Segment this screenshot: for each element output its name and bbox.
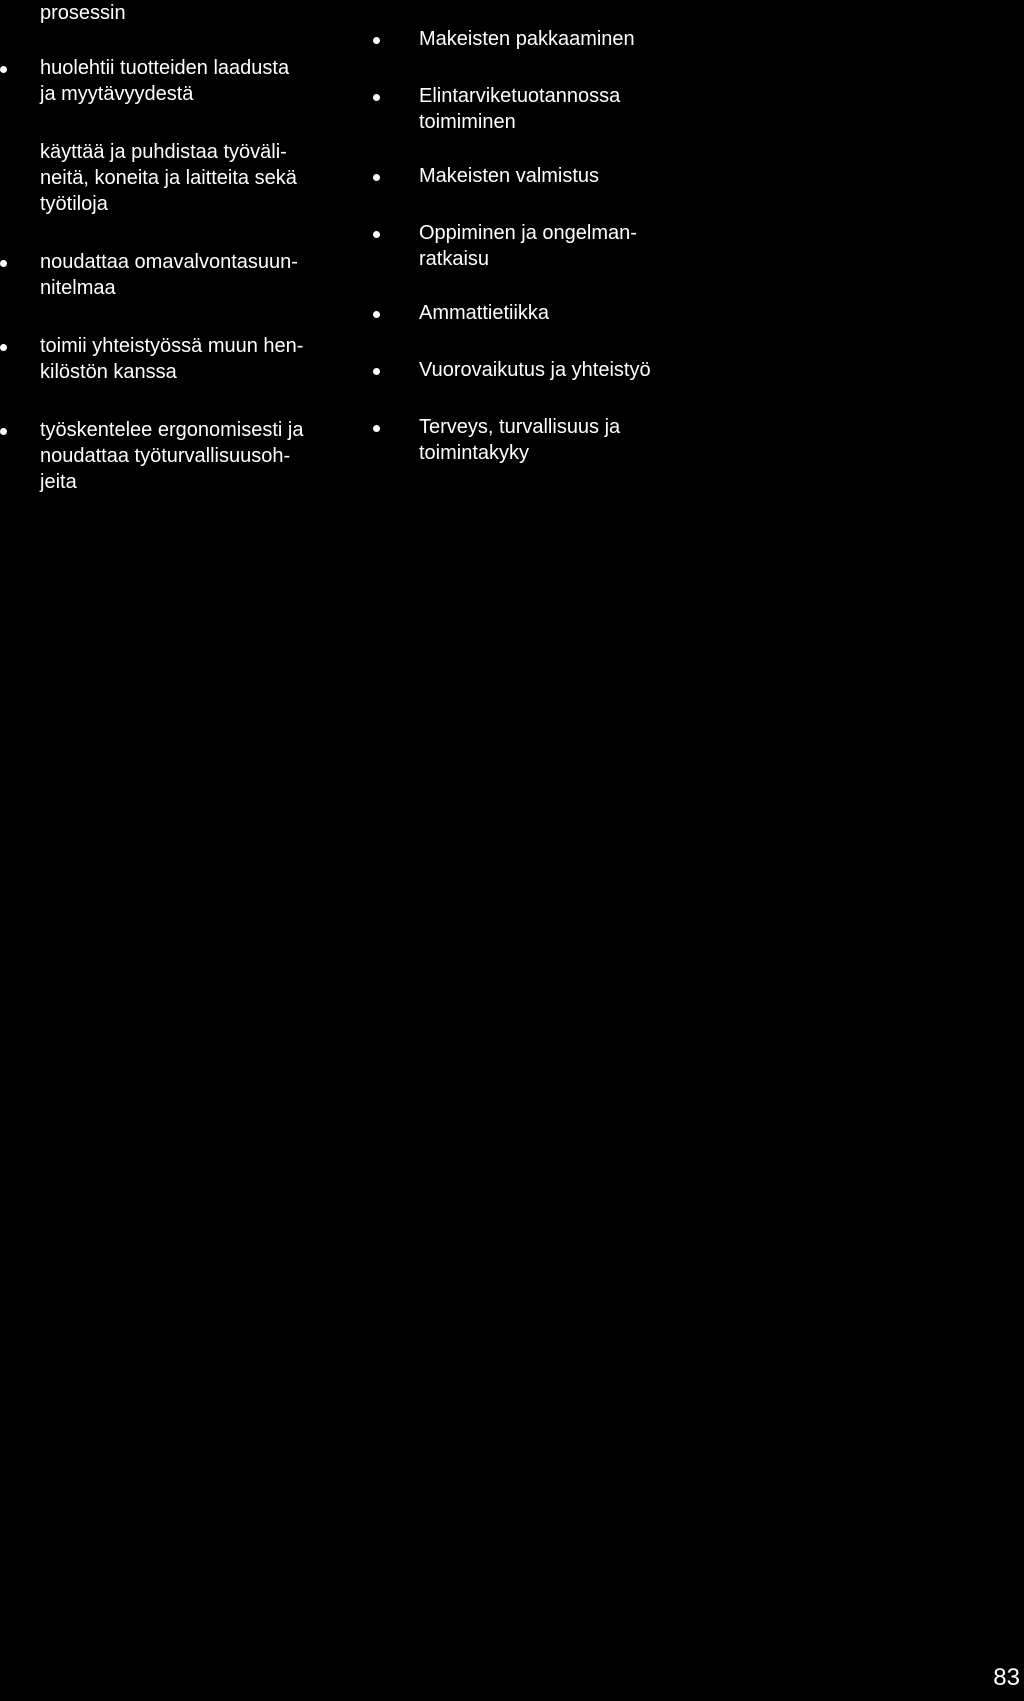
bullet-icon bbox=[373, 425, 380, 432]
bullet-icon bbox=[373, 94, 380, 101]
list-item-text: toimii yhteistyössä muun hen- kilöstön kanssa bbox=[40, 335, 304, 383]
bullet-icon bbox=[0, 344, 7, 351]
bullet-icon bbox=[373, 368, 380, 375]
list-item-text: Ammattietiikka bbox=[419, 302, 550, 324]
bullet-icon bbox=[373, 37, 380, 44]
list-item-text: prosessin bbox=[40, 2, 126, 24]
bullet-icon bbox=[373, 311, 380, 318]
bullet-icon bbox=[0, 428, 7, 435]
bullet-icon bbox=[373, 174, 380, 181]
list-item-text: huolehtii tuotteiden laadusta ja myytävyydestä bbox=[40, 57, 290, 105]
bullet-icon bbox=[0, 66, 7, 73]
bullet-icon bbox=[373, 231, 380, 238]
list-item-text: Elintarviketuotannossa toimiminen bbox=[419, 85, 621, 133]
list-item-text: Makeisten pakkaaminen bbox=[419, 28, 635, 50]
list-item-text: Vuorovaikutus ja yhteistyö bbox=[419, 359, 651, 381]
list-item-text: käyttää ja puhdistaa työväli- neitä, koneita ja laitteita sekä työtiloja bbox=[40, 141, 297, 215]
page-number: 83 bbox=[993, 1664, 1020, 1691]
list-item-text: noudattaa omavalvontasuun- nitelmaa bbox=[40, 251, 298, 299]
list-item-text: Oppiminen ja ongelman- ratkaisu bbox=[419, 222, 637, 270]
bullet-icon bbox=[0, 260, 7, 267]
list-item-text: Makeisten valmistus bbox=[419, 165, 600, 187]
list-item-text: työskentelee ergonomisesti ja noudattaa työturvallisuusoh- jeita bbox=[40, 419, 304, 493]
list-item-text: Terveys, turvallisuus ja toimintakyky bbox=[419, 416, 621, 464]
